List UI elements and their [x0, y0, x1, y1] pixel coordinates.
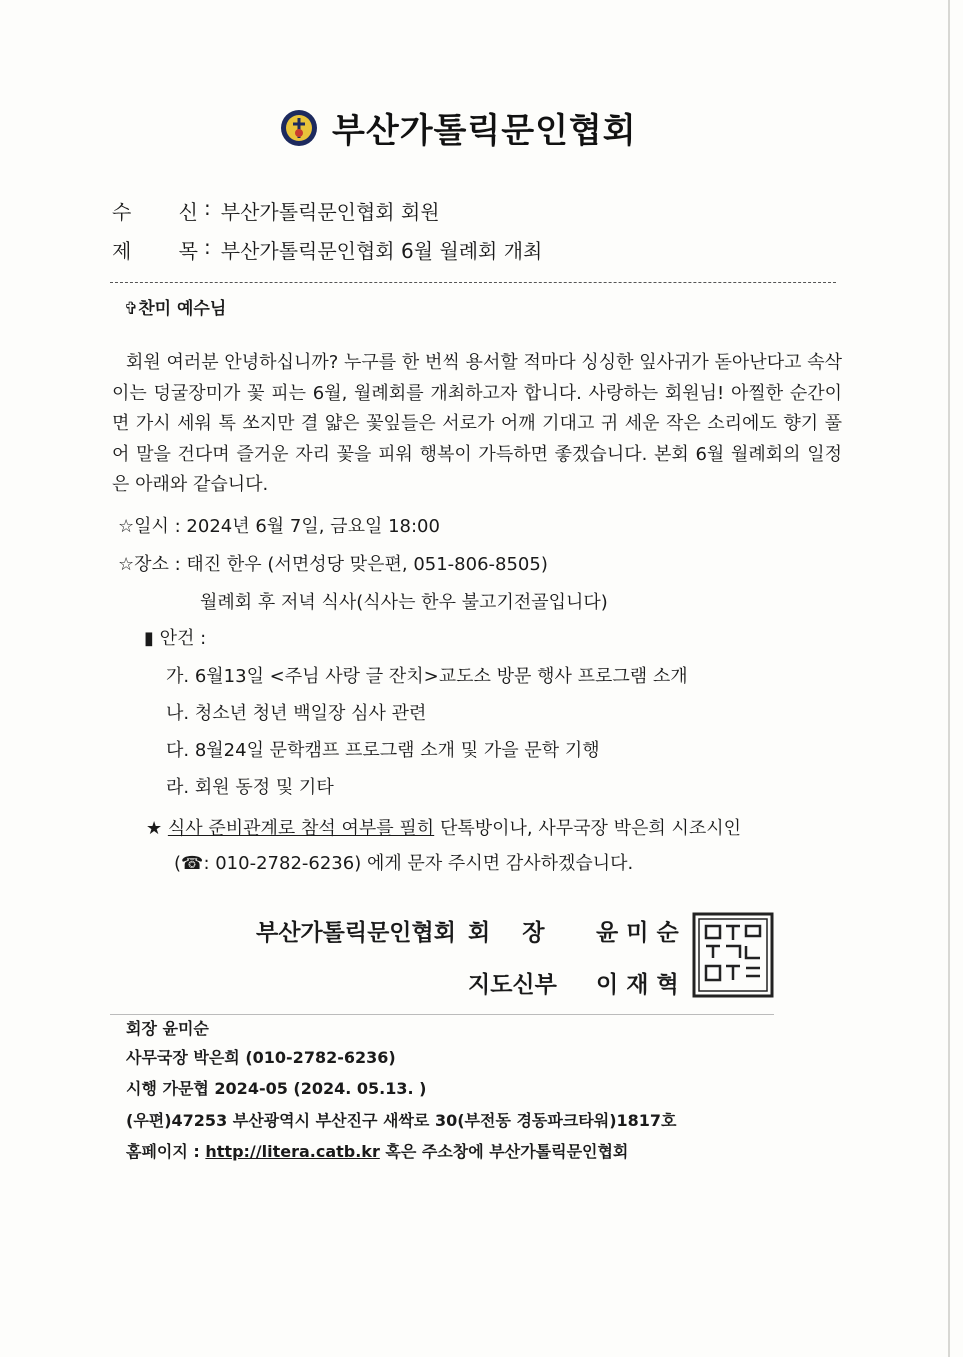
- recipient-label-a: 수: [112, 200, 132, 224]
- signature-president-name: 윤 미 순: [596, 920, 679, 946]
- signature-president-title: 회 장: [468, 920, 545, 946]
- subject-value: 부산가톨릭문인협회 6월 월례회 개최: [220, 239, 543, 263]
- notice-phone-line: (☎: 010-2782-6236) 에게 문자 주시면 감사하겠습니다.: [174, 853, 634, 874]
- org-title: 부산가톨릭문인협회: [332, 111, 637, 151]
- square-bullet-icon: ▮: [144, 628, 154, 649]
- homepage-link[interactable]: http://litera.catb.kr: [205, 1142, 380, 1161]
- dinner-line: 월례회 후 저녁 식사(식사는 한우 불고기전골입니다): [200, 592, 608, 613]
- dashed-divider: [110, 282, 836, 283]
- footer-secretary: 사무국장 박은희 (010-2782-6236): [126, 1048, 396, 1067]
- signature-org: 부산가톨릭문인협회: [256, 920, 456, 946]
- agenda-heading-text: 안건 :: [159, 628, 207, 649]
- agenda-item: 나. 청소년 청년 백일장 심사 관련: [166, 703, 427, 724]
- association-logo-icon: [280, 109, 318, 147]
- footer-doc-number: 시행 가문협 2024-05 (2024. 05.13. ): [126, 1079, 427, 1098]
- footer-address: (우편)47253 부산광역시 부산진구 새싹로 30(부전동 경동파크타워)1817호: [126, 1111, 677, 1130]
- recipient-label-b: 신: [178, 200, 198, 224]
- footer-divider: [110, 1014, 774, 1015]
- recipient-value: 부산가톨릭문인협회 회원: [220, 200, 440, 224]
- recipient-row: 수 신 : 부산가톨릭문인협회 회원: [112, 196, 440, 224]
- body-text: 회원 여러분 안녕하십니까? 누구를 한 번씩 용서할 적마다 싱싱한 잎사귀가 돋아난다고 속삭이는 덩굴장미가 꽃 피는 6월, 월례회를 개최하고자 합니다. 사랑하는 회원님! 아찔한 순간이면 가시 세워 톡 쏘지만 결 얇은 꽃잎들은 서로가 어깨 기대고 귀 세운 작은 소리에도 향기 풀어 말을 건다며 즐거운 자리 꽃을 피워 행복이 가득하면 좋겠습니다. 본회 6월 월례회의 일정은 아래와 같습니다.: [112, 352, 842, 495]
- signature-advisor-title: 지도신부: [468, 972, 557, 998]
- homepage-label: 홈페이지 :: [126, 1142, 200, 1161]
- signature-advisor-name: 이 재 혁: [596, 972, 679, 998]
- page-edge: [948, 0, 950, 1357]
- notice-underlined: 식사 준비관계로 참석 여부를 필히: [167, 818, 435, 839]
- agenda-item: 라. 회원 동정 및 기타: [166, 777, 334, 798]
- agenda-item: 다. 8월24일 문학캠프 프로그램 소개 및 가을 문학 기행: [166, 740, 600, 761]
- greeting-text: 찬미 예수님: [138, 299, 227, 319]
- homepage-rest: 혹은 주소창에 부산가톨릭문인협회: [385, 1142, 629, 1161]
- official-seal-icon: [692, 912, 774, 998]
- greeting: [124, 294, 226, 319]
- star-icon: ★: [146, 818, 163, 839]
- agenda-item: 가. 6월13일 <주님 사랑 글 잔치>교도소 방문 행사 프로그램 소개: [166, 666, 688, 687]
- subject-label-a: 제: [112, 239, 132, 263]
- place-line: ☆장소 : 태진 한우 (서면성당 맞은편, 051-806-8505): [118, 554, 548, 575]
- subject-label-b: 목: [178, 239, 198, 263]
- cross-icon: ✞: [124, 299, 139, 319]
- body-paragraph: [112, 348, 842, 501]
- footer-president: 회장 윤미순: [126, 1019, 209, 1038]
- subject-row: 제 목 : 부산가톨릭문인협회 6월 월례회 개최: [112, 235, 543, 263]
- agenda-heading: [144, 624, 206, 650]
- letterhead: [280, 103, 637, 152]
- notice-rest: 단톡방이나, 사무국장 박은희 시조시인: [439, 818, 742, 839]
- notice-line: [146, 814, 741, 840]
- date-line: ☆일시 : 2024년 6월 7일, 금요일 18:00: [118, 516, 440, 537]
- footer-homepage: [126, 1139, 628, 1162]
